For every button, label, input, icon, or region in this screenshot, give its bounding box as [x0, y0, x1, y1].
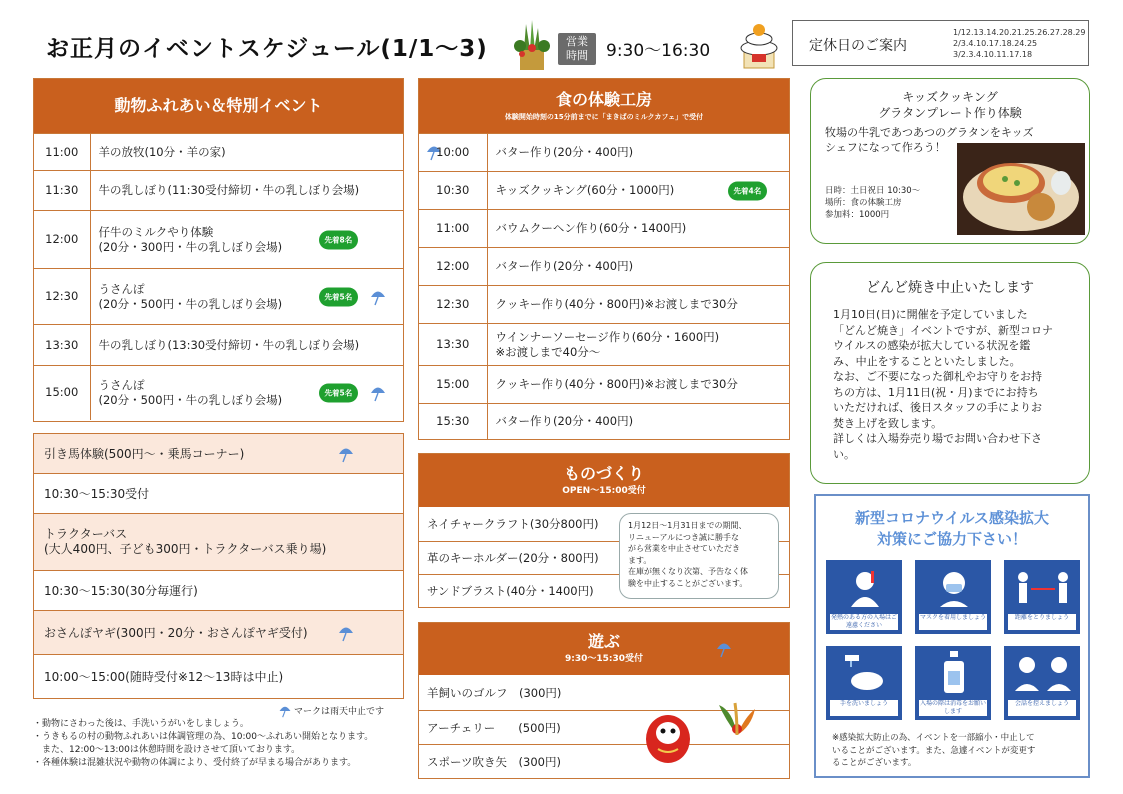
- table-row: 15:00 うさんぽ (20分・500円・牛の乳しぼり会場) 先着5名: [34, 366, 403, 420]
- craft-section-title: ものづくり OPEN〜15:00受付: [419, 454, 789, 507]
- craft-section: [418, 453, 790, 608]
- rides-row: 10:00〜15:00(随時受付※12〜13時は中止): [34, 654, 403, 697]
- distance-icon: [1013, 569, 1073, 605]
- notes: ・動物にさわった後は、手洗いうがいをしましょう。 ・うきもるの村の動物ふれあいは体調管理の為、10:00〜ふれあい開始となります。 また、12:00〜13:00は休憩時間を設けさせて頂いております。 ・各種体験は混雑状況や動物の体調により、受付終了が早まる場合があります。: [33, 719, 374, 768]
- umbrella-icon: [337, 445, 355, 463]
- umbrella-icon: [715, 640, 733, 658]
- distance-pictogram: 距離をとりましょう: [1004, 560, 1080, 634]
- hours-badge: 営業 時間: [558, 33, 596, 65]
- list-item: アーチェリー (500円): [419, 710, 789, 744]
- table-row: 10:30 キッズクッキング(60分・1000円) 先着4名: [419, 172, 789, 210]
- table-row: 13:30 ウインナーソーセージ作り(60分・1600円) ※お渡しまで40分〜: [419, 324, 789, 366]
- dondo-title: どんど焼き中止いたします: [866, 280, 1034, 296]
- animal-schedule-table: [34, 133, 403, 420]
- conversation-icon: [1013, 655, 1073, 691]
- dondo-cancel-box: [810, 262, 1090, 484]
- list-item: サンドブラスト(40分・1400円): [419, 574, 789, 607]
- list-item: 革のキーホルダー(20分・800円): [419, 541, 789, 574]
- food-section: [418, 78, 790, 440]
- food-section-title: 食の体験工房 体験開始時刻の15分前までに「まきばのミルクカフェ」で受付: [419, 79, 789, 133]
- rides-row: 引き馬体験(500円〜・乗馬コーナー): [34, 433, 403, 473]
- rides-row: おさんぽヤギ(300円・20分・おさんぽヤギ受付): [34, 610, 403, 654]
- covid-note: ※感染拡大防止の為、イベントを一部縮小・中止して いることがございます。また、急遽イベントが変更す ることがございます。: [832, 733, 1036, 768]
- fever-pictogram: 発熱のある方の入場はご遠慮ください: [826, 560, 902, 634]
- umbrella-icon: [337, 624, 355, 642]
- table-row: 15:30 バター作り(20分・400円): [419, 404, 789, 440]
- first-come-badge: 先着8名: [319, 230, 359, 249]
- sanitizer-pictogram: 入場の際は消毒をお願いします: [915, 646, 991, 720]
- food-schedule-table: [419, 133, 789, 440]
- covid-title: 新型コロナウイルス感染拡大: [854, 509, 1050, 527]
- list-item: ネイチャークラフト(30分800円): [427, 517, 599, 531]
- list-item: スポーツ吹き矢 (300円): [419, 744, 789, 778]
- craft-notice: 1月12日〜1月31日までの期間、 リニューアルにつき誠に勝手な がら営業を中止させていただき ます。 在庫が無くなり次第、予告なく体 験を中止することがございます。: [619, 513, 779, 599]
- mask-pictogram: マスクを着用しましょう: [915, 560, 991, 634]
- leaf-ornament-icon: [715, 699, 759, 739]
- table-row: 12:00 仔牛のミルクやり体験 (20分・300円・牛の乳しぼり会場) 先着8名: [34, 211, 403, 269]
- animal-section: [33, 78, 404, 422]
- table-row: 12:00 バター作り(20分・400円): [419, 248, 789, 286]
- kagami-mochi-icon: [736, 20, 782, 70]
- covid-box: 新型コロナウイルス感染拡大 対策にご協力下さい！ 発熱のある方の入場はご遠慮ください マスクを着用しましょう 距離をとりましょう 手を洗いましょう 入場の際は消毒をお願いします 会話を控えましょう ※感染拡大防止の為、イベントを一部縮小・中止して いることがございます。また、急遽イベントが変更す ることがございます。: [814, 494, 1090, 778]
- table-row: 11:00 羊の放牧(10分・羊の家): [34, 134, 403, 171]
- rides-row: 10:30〜15:30受付: [34, 473, 403, 513]
- table-row: 11:00 バウムクーヘン作り(60分・1400円): [419, 210, 789, 248]
- rides-row: トラクターバス (大人400円、子ども300円・トラクターバス乗り場): [34, 513, 403, 570]
- holiday-info-box: [792, 20, 1089, 66]
- handwash-pictogram: 手を洗いましょう: [826, 646, 902, 720]
- umbrella-icon: [278, 704, 292, 718]
- dondo-body: 1月10日(日)に開催を予定していました 「どんど焼き」イベントですが、新型コロナ ウイルスの感染が拡大している状況を鑑 み、中止をすることといたしました。 なお、ご不要になった御札やお守りをお持 ちの方は、1月11日(祝・月)までにお持ち いただければ、後日スタッフの手によりお 焚き上げを致します。 詳しくは入場券売り場でお問い合わせ下さ い。: [833, 308, 1053, 461]
- daruma-icon: [643, 709, 693, 765]
- business-hours: 9:30〜16:30: [606, 41, 711, 61]
- gratin-photo: [957, 143, 1085, 235]
- first-come-badge: 先着5名: [319, 383, 359, 402]
- table-row: 10:00 バター作り(20分・400円): [419, 134, 789, 172]
- umbrella-icon: [369, 288, 387, 306]
- table-row: 13:30 牛の乳しぼり(13:30受付締切・牛の乳しぼり会場): [34, 325, 403, 366]
- holiday-dates: 1/12.13.14.20.21.25.26.27.28.29 2/3.4.10.17.18.24.25 3/2.3.4.10.11.17.18: [953, 28, 1086, 59]
- list-item: 羊飼いのゴルフ (300円): [427, 685, 562, 700]
- holiday-title: 定休日のご案内: [809, 38, 907, 54]
- rides-row: 10:30〜15:30(30分毎運行): [34, 570, 403, 610]
- handwash-icon: [841, 653, 889, 693]
- table-row: 12:30 うさんぽ (20分・500円・牛の乳しぼり会場) 先着5名: [34, 269, 403, 325]
- kids-cooking-box: キッズクッキング グラタンプレート作り体験 牧場の牛乳であつあつのグラタンをキッズ シェフになって作ろう！ 日時：土日祝日 10:30〜 場所：食の体験工房 参加料：1000円: [810, 78, 1090, 244]
- first-come-badge: 先着4名: [728, 181, 768, 200]
- page-title: お正月のイベントスケジュール(1/1〜3): [46, 36, 488, 62]
- umbrella-icon: [369, 384, 387, 402]
- play-section: [418, 622, 790, 779]
- table-row: 12:30 クッキー作り(40分・800円)※お渡しまで30分: [419, 286, 789, 324]
- quiet-pictogram: 会話を控えましょう: [1004, 646, 1080, 720]
- mask-icon: [934, 567, 974, 607]
- fever-icon: [845, 567, 885, 607]
- kadomatsu-icon: [512, 20, 552, 72]
- sanitizer-icon: [938, 651, 970, 695]
- animal-section-title: 動物ふれあい＆特別イベント: [34, 79, 403, 133]
- play-section-title: 遊ぶ 9:30〜15:30受付: [419, 623, 789, 675]
- first-come-badge: 先着5名: [319, 287, 359, 306]
- table-row: 15:00 クッキー作り(40分・800円)※お渡しまで30分: [419, 366, 789, 404]
- rides-section: [33, 433, 404, 699]
- table-row: 11:30 牛の乳しぼり(11:30受付締切・牛の乳しぼり会場): [34, 171, 403, 211]
- rain-note: マークは雨天中止です: [294, 707, 385, 717]
